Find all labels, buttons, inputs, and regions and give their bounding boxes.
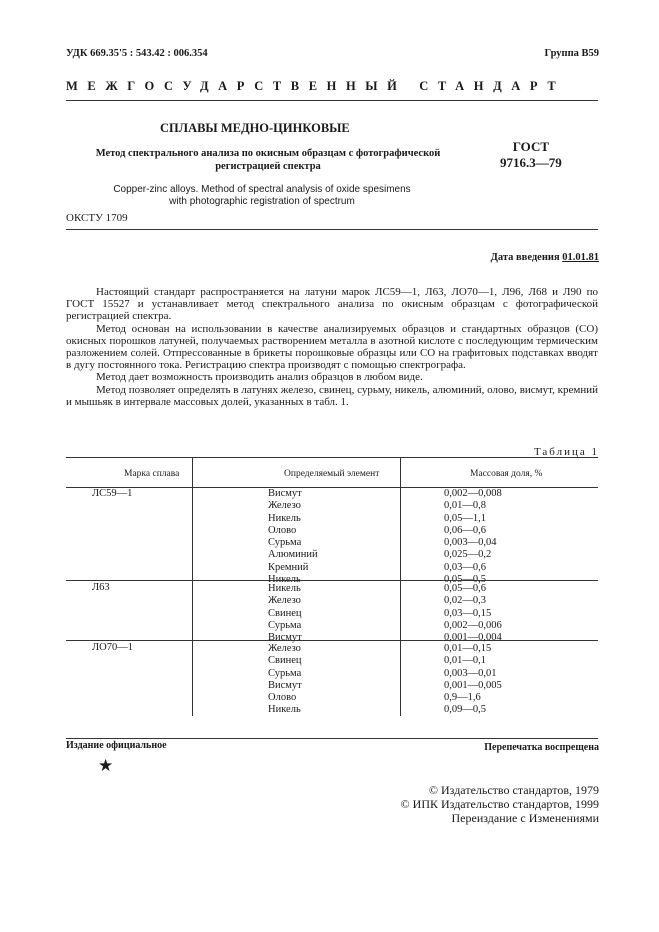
udk-code: УДК 669.35'5 : 543.42 : 006.354 <box>66 48 208 59</box>
table-cell: Железо <box>268 500 301 512</box>
copyright-line: © Издательство стандартов, 1979 <box>428 783 599 797</box>
english-title-line2: with photographic registration of spectrum <box>169 196 355 207</box>
table-cell: 0,01—0,1 <box>444 655 486 667</box>
intro-date-value: 01.01.81 <box>562 252 599 263</box>
table-cell: 0,001—0,005 <box>444 679 502 691</box>
oksty-divider <box>66 229 598 230</box>
table-cell: 0,01—0,15 <box>444 643 492 654</box>
alloy-cell: Л63 <box>92 582 110 593</box>
table-cell: Железо <box>268 643 301 654</box>
table-cell: 0,03—0,15 <box>444 607 492 619</box>
document-title: СПЛАВЫ МЕДНО-ЦИНКОВЫЕ <box>160 121 350 135</box>
intro-label: Дата введения <box>490 252 560 263</box>
english-title <box>112 184 412 208</box>
table-cell: Сурьма <box>268 619 302 631</box>
table-cell: 0,03—0,6 <box>444 561 486 573</box>
table-cell: Свинец <box>268 655 302 667</box>
body-text <box>66 286 598 408</box>
table-header <box>66 458 598 488</box>
table-cell: Никель <box>268 704 301 716</box>
column-separator <box>400 458 401 716</box>
table-cell: Никель <box>268 583 301 594</box>
table-cell: 0,09—0,5 <box>444 704 486 716</box>
table-cell: 0,06—0,6 <box>444 524 486 536</box>
table-cell: Сурьма <box>268 537 302 549</box>
table-cell: Алюминий <box>268 549 318 561</box>
paragraph-method-basis: Метод основан на использовании в качестве анализируемых образцов и стандартных образцов (СО) окисных порошков латуней, получаемых растворением металла в азотной кислоте с последующим термическим разложением солей. Отпрессованные в брикеты порошковые образцы или СО на графитовых подставках вводят в дугу постоянного тока. Регистрацию спектра производят с помощью спектрографа. <box>66 322 598 372</box>
banner-divider <box>66 100 598 101</box>
value-list <box>444 583 502 644</box>
table-cell: Никель <box>268 512 301 524</box>
table-cell: 0,9—1,6 <box>444 692 481 704</box>
copyright-block <box>401 783 599 825</box>
element-list <box>268 643 302 717</box>
column-separator <box>192 458 193 716</box>
reissue-note: Переиздание с Изменениями <box>451 811 599 825</box>
table-header-rule <box>66 487 598 488</box>
table-cell: 0,003—0,04 <box>444 537 497 549</box>
reprint-notice: Перепечатка воспрещена <box>484 742 599 753</box>
group-divider <box>66 640 598 641</box>
table-cell: 0,05—0,6 <box>444 583 486 594</box>
group-divider <box>66 580 598 581</box>
document-subtitle: Метод спектрального анализа по окисным образцам с фотографической регистрацией спектра <box>95 148 441 172</box>
paragraph-capability: Метод дает возможность производить анализ образцов в любом виде. <box>96 371 423 384</box>
standard-banner: МЕЖГОСУДАРСТВЕННЫЙ СТАНДАРТ <box>66 79 566 93</box>
official-edition: Издание официальное <box>66 740 167 751</box>
star-icon: ★ <box>98 756 114 775</box>
header-alloy: Марка сплава <box>124 469 180 479</box>
table-cell: Олово <box>268 524 297 536</box>
gost-number: 9716.3—79 <box>500 155 562 170</box>
table-cell: Сурьма <box>268 667 302 679</box>
value-list <box>444 643 502 717</box>
gost-label: ГОСТ <box>512 139 550 154</box>
table-cell: Олово <box>268 692 297 704</box>
table-cell: Свинец <box>268 607 302 619</box>
table-cell: 0,02—0,3 <box>444 595 486 607</box>
group-code: Группа В59 <box>544 48 599 59</box>
english-title-line1: Copper-zinc alloys. Method of spectral analysis of oxide spesimens <box>113 184 411 195</box>
header-line <box>66 48 599 59</box>
table-cell: 0,05—1,1 <box>444 512 486 524</box>
table-cell: Висмут <box>268 632 302 644</box>
table-cell: Кремний <box>268 561 309 573</box>
table-cell: 0,025—0,2 <box>444 549 492 561</box>
table-caption: Таблица 1 <box>533 446 599 458</box>
oksty-code: ОКСТУ 1709 <box>66 212 128 224</box>
table-cell: 0,001—0,004 <box>444 632 502 644</box>
introduction-date <box>491 252 599 263</box>
table-cell: 0,05—0,5 <box>444 574 486 586</box>
gost-designation <box>500 139 562 171</box>
footer-divider <box>66 738 598 739</box>
table-cell: Висмут <box>268 679 302 691</box>
table-cell: 0,002—0,006 <box>444 619 502 631</box>
alloy-cell: ЛС59—1 <box>92 488 133 499</box>
element-list <box>268 583 302 644</box>
table-cell: 0,003—0,01 <box>444 667 497 679</box>
paragraph-scope: Настоящий стандарт распространяется на латуни марок ЛС59—1, Л63, ЛО70—1, Л96, Л68 и Л90 по ГОСТ 15527 и устанавливает метод спектрального анализа по окисным образцам с фотографической регистрацией спектра. <box>66 286 598 323</box>
table-cell: Железо <box>268 595 301 607</box>
table-cell: Никель <box>268 574 301 586</box>
element-list <box>268 488 318 586</box>
table-cell: 0,002—0,008 <box>444 488 502 499</box>
header-element: Определяемый элемент <box>284 469 380 479</box>
table-cell: Висмут <box>268 488 302 499</box>
value-list <box>444 488 502 586</box>
header-fraction: Массовая доля, % <box>470 469 543 479</box>
alloy-cell: ЛО70—1 <box>92 642 133 653</box>
copyright-line: © ИПК Издательство стандартов, 1999 <box>400 797 599 811</box>
paragraph-elements: Метод позволяет определять в латунях железо, свинец, сурьму, никель, алюминий, олово, висмут, кремний и мышьяк в интервале массовых долей, указанных в табл. 1. <box>66 383 598 408</box>
table-cell: 0,01—0,8 <box>444 500 486 512</box>
